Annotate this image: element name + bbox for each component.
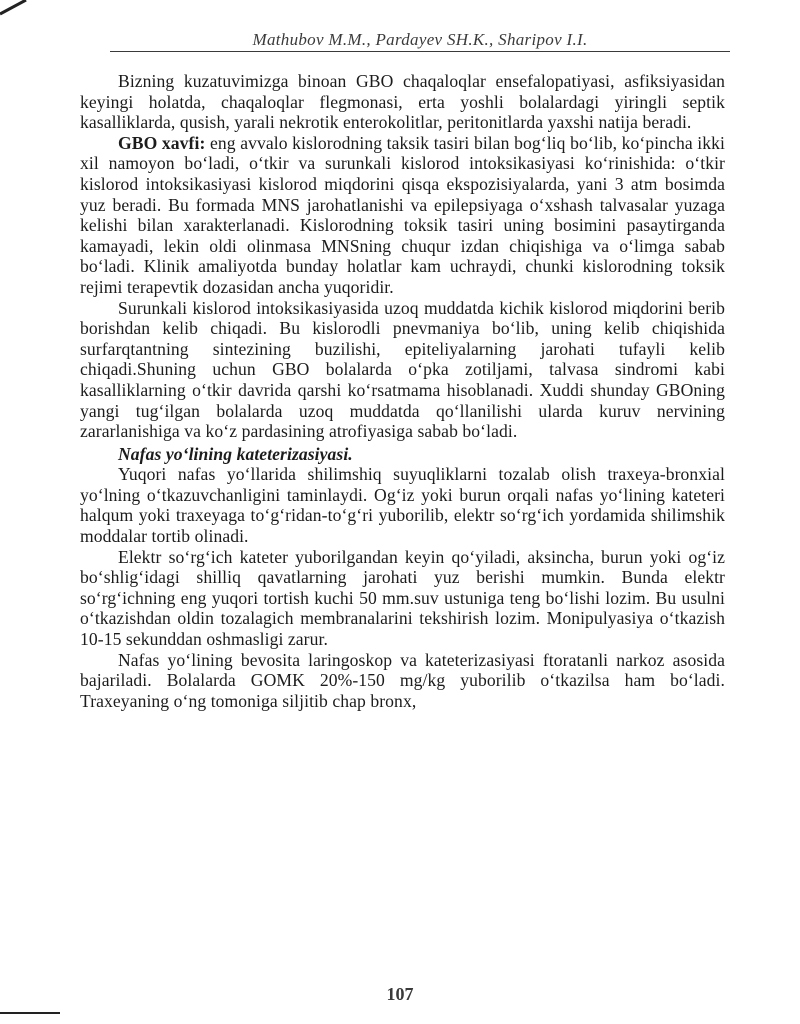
running-header bbox=[110, 30, 730, 58]
paragraph-lead-term: GBO xavfi: bbox=[118, 132, 206, 153]
bottom-scan-mark bbox=[0, 1012, 60, 1014]
paragraph-chronic-intoxication: Surunkali kislorod intoksikasiyasida uzoq muddatda kichik kislorod miqdorini berib borishdan kelib chiqadi. Bu kislorodli pnevmaniya bo‘lib, uning kelib chiqishida surfarqtantning sintezining buzilishi, epiteliyalarning jarohati tufayli kelib chiqadi.Shuning uchun GBO bolalarda o‘pka zotiljami, talvasa sindromi kabi kasalliklarning o‘tkir davrida qarshi ko‘rsatmama hisoblanadi. Xuddi shunday GBOning yangi tug‘ilgan bolalarda uzoq muddatda qo‘llanilishi ularda kuruv nervining zararlanishiga va ko‘z pardasining atrofiyasiga sabab bo‘ladi. bbox=[80, 297, 725, 442]
paragraph-gbo-danger-text: eng avvalo kislorodning taksik tasiri bilan bog‘liq bo‘lib, ko‘pincha ikki xil namoyon bo‘ladi, o‘tkir va surunkali kislorod intoksikasiyasi ko‘rinishida: o‘tkir kislorod intoksikasiyasi kislorod miqdorini qisqa ekspozisiyalarda, yani 3 atm bosimda yuz beradi. Bu formada MNS jarohatlanishi va epilepsiyaga o‘xshash talvasalar yuzaga kelishi bilan xarakterlanadi. Kislorodning toksik tasiri uning bosimini pasaytirganda kamayadi, lekin oldi olinmasa MNSning chuqur izdan chiqishiga va o‘limga sabab bo‘ladi. Klinik amaliyotda bunday holatlar kam uchraydi, chunki kislorodning toksik rejimi terapevtik dozasidan ancha yuqoridir. bbox=[80, 132, 725, 297]
paragraph-gbo-results: Bizning kuzatuvimizga binoan GBO chaqaloqlar ensefalopatiyasi, asfiksiyasidan keyingi holatda, chaqaloqlar flegmonasi, erta yoshli bolalardagi yiringli septik kasalliklarda, qusish, yarali nekrotik enterokolitlar, peritonitlarda yaxshi natija beradi. bbox=[80, 71, 725, 133]
header-rule bbox=[110, 51, 730, 52]
paragraph-laryngoscopy: Nafas yo‘lining bevosita laringoskop va kateterizasiyasi ftoratanli narkoz asosida bajariladi. Bolalarda GOMK 20%-150 mg/kg yuborilib o‘tkazilsa ham bo‘ladi. Traxeyaning o‘ng tomoniga siljitib chap bronx, bbox=[80, 649, 725, 711]
paragraph-airway-cleaning: Yuqori nafas yo‘llarida shilimshiq suyuqliklarni tozalab olish traxeya-bronxial yo‘lning o‘tkazuvchanligini taminlaydi. Og‘iz yoki burun orqali nafas yo‘lining kateteri halqum yoki traxeyaga to‘g‘ridan-to‘g‘ri yuborilib, elektr so‘rg‘ich yordamida shilimshik moddalar tortib olinadi. bbox=[80, 464, 725, 547]
corner-scan-mark bbox=[0, 0, 30, 16]
page-body bbox=[80, 71, 725, 711]
page-number: 107 bbox=[386, 984, 414, 1004]
paragraph-suction-procedure: Elektr so‘rg‘ich kateter yuborilgandan keyin qo‘yiladi, aksincha, burun yoki og‘iz bo‘shlig‘idagi shilliq qavatlarning jarohati yuz berishi mumkin. Bunda elektr so‘rg‘ichning eng yuqori tortish kuchi 50 mm.suv ustuniga teng bo‘lishi lozim. Bu usulni o‘tkazishdan oldin tozalagich membranalarini tekshirish lozim. Monipulyasiya o‘tkazish 10-15 sekunddan oshmasligi zarur. bbox=[80, 546, 725, 650]
paragraph-gbo-danger bbox=[80, 133, 725, 298]
section-heading: Nafas yo‘lining kateterizasiyasi. bbox=[118, 443, 353, 464]
header-authors: Mathubov M.M., Pardayev SH.K., Sharipov I.I. bbox=[252, 30, 588, 49]
